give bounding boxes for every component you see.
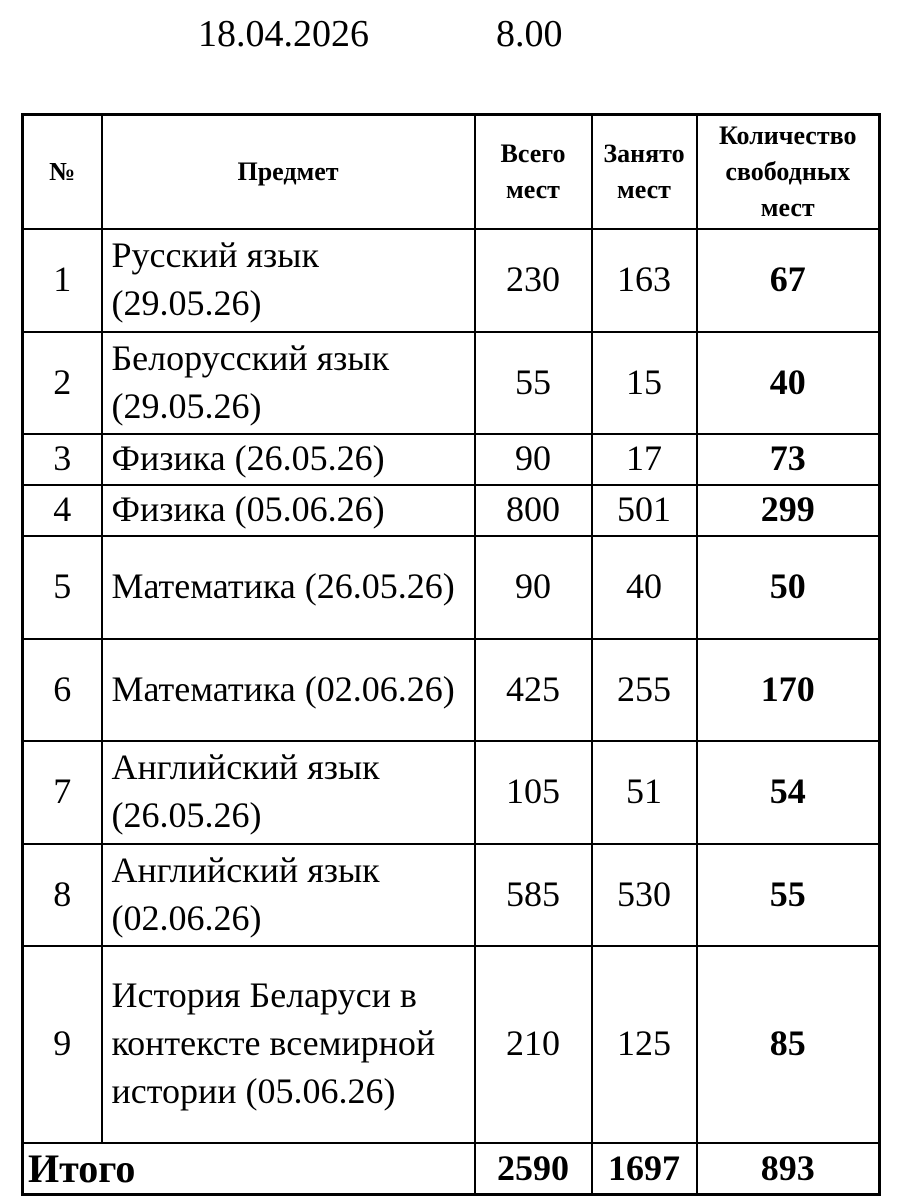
table-body <box>23 229 880 1143</box>
taken-seats-cell: 163 <box>592 229 697 332</box>
date-time-line <box>0 12 898 62</box>
table-row <box>23 536 880 639</box>
header-total-seats: Всего мест <box>475 115 592 229</box>
total-seats-cell: 800 <box>475 485 592 536</box>
header-num: № <box>23 115 102 229</box>
free-seats-cell: 40 <box>697 332 880 434</box>
header-row <box>23 115 880 229</box>
total-seats-cell: 90 <box>475 536 592 639</box>
free-seats-cell: 54 <box>697 741 880 844</box>
row-number-cell: 7 <box>23 741 102 844</box>
total-seats-cell: 55 <box>475 332 592 434</box>
subject-cell: История Беларуси в контексте всемирной истории (05.06.26) <box>102 946 475 1143</box>
row-number-cell: 4 <box>23 485 102 536</box>
totals-row <box>23 1143 880 1195</box>
table-row <box>23 229 880 332</box>
table-row <box>23 741 880 844</box>
row-number-cell: 2 <box>23 332 102 434</box>
totals-label: Итого <box>23 1143 475 1195</box>
table-row <box>23 434 880 485</box>
total-seats-cell: 105 <box>475 741 592 844</box>
row-number-cell: 8 <box>23 844 102 946</box>
taken-seats-cell: 255 <box>592 639 697 741</box>
subject-cell: Математика (26.05.26) <box>102 536 475 639</box>
taken-seats-cell: 40 <box>592 536 697 639</box>
header-subject: Предмет <box>102 115 475 229</box>
subject-cell: Математика (02.06.26) <box>102 639 475 741</box>
table-header <box>23 115 880 229</box>
subject-cell: Белорусский язык (29.05.26) <box>102 332 475 434</box>
taken-seats-cell: 51 <box>592 741 697 844</box>
row-number-cell: 9 <box>23 946 102 1143</box>
header-taken-seats: Занято мест <box>592 115 697 229</box>
free-seats-cell: 85 <box>697 946 880 1143</box>
free-seats-cell: 50 <box>697 536 880 639</box>
totals-free-seats: 893 <box>697 1143 880 1195</box>
table-row <box>23 485 880 536</box>
date-label: 18.04.2026 <box>198 13 369 55</box>
taken-seats-cell: 125 <box>592 946 697 1143</box>
subject-cell: Русский язык (29.05.26) <box>102 229 475 332</box>
table-row <box>23 844 880 946</box>
total-seats-cell: 585 <box>475 844 592 946</box>
subject-cell: Английский язык (26.05.26) <box>102 741 475 844</box>
total-seats-cell: 90 <box>475 434 592 485</box>
free-seats-cell: 73 <box>697 434 880 485</box>
taken-seats-cell: 530 <box>592 844 697 946</box>
table-row <box>23 332 880 434</box>
total-seats-cell: 230 <box>475 229 592 332</box>
subject-cell: Физика (26.05.26) <box>102 434 475 485</box>
totals-taken-seats: 1697 <box>592 1143 697 1195</box>
total-seats-cell: 425 <box>475 639 592 741</box>
totals-total-seats: 2590 <box>475 1143 592 1195</box>
taken-seats-cell: 17 <box>592 434 697 485</box>
row-number-cell: 3 <box>23 434 102 485</box>
free-seats-cell: 299 <box>697 485 880 536</box>
free-seats-cell: 55 <box>697 844 880 946</box>
free-seats-cell: 170 <box>697 639 880 741</box>
row-number-cell: 1 <box>23 229 102 332</box>
table-row <box>23 946 880 1143</box>
table-footer <box>23 1143 880 1195</box>
seats-table <box>21 113 881 1196</box>
subject-cell: Английский язык (02.06.26) <box>102 844 475 946</box>
free-seats-cell: 67 <box>697 229 880 332</box>
row-number-cell: 5 <box>23 536 102 639</box>
header-free-seats: Количество свободных мест <box>697 115 880 229</box>
taken-seats-cell: 15 <box>592 332 697 434</box>
time-label: 8.00 <box>496 13 563 55</box>
taken-seats-cell: 501 <box>592 485 697 536</box>
row-number-cell: 6 <box>23 639 102 741</box>
table-row <box>23 639 880 741</box>
total-seats-cell: 210 <box>475 946 592 1143</box>
subject-cell: Физика (05.06.26) <box>102 485 475 536</box>
